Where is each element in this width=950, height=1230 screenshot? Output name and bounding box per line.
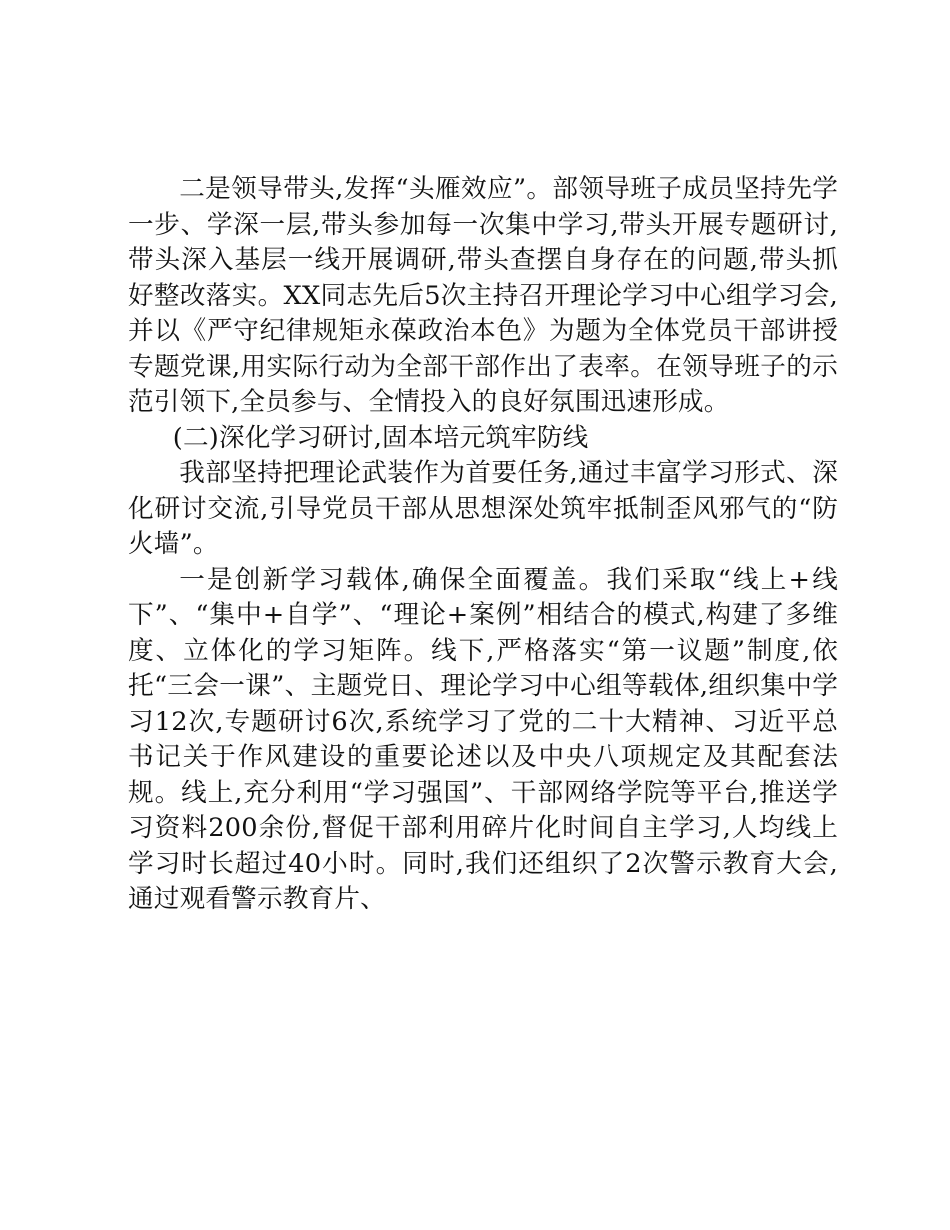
paragraph-leadership: 二是领导带头,发挥“头雁效应”。部领导班子成员坚持先学一步、学深一层,带头参加每一次集中学习,带头开展专题研讨,带头深入基层一线开展调研,带头查摆自身存在的问题,带头抓好整改落实。XX同志先后5次主持召开理论学习中心组学习会,并以《严守纪律规矩永葆政治本色》为题为全体党员干部讲授专题党课,用实际行动为全部干部作出了表率。在领导班子的示范引领下,全员参与、全情投入的良好氛围迅速形成。 xyxy=(128,174,838,417)
document-body xyxy=(128,172,838,918)
paragraph-study-carrier: 一是创新学习载体,确保全面覆盖。我们采取“线上+线下”、“集中+自学”、“理论+案例”相结合的模式,构建了多维度、立体化的学习矩阵。线下,严格落实“第一议题”制度,依托“三会一课”、主题党日、理论学习中心组等载体,组织集中学习12次,专题研讨6次,系统学习了党的二十大精神、习近平总书记关于作风建设的重要论述以及中央八项规定及其配套法规。线上,充分利用“学习强国”、干部网络学院等平台,推送学习资料200余份,督促干部利用碎片化时间自主学习,人均线上学习时长超过40小时。同时,我们还组织了2次警示教育大会,通过观看警示教育片、 xyxy=(128,564,838,914)
paragraph-theory-arming: 我部坚持把理论武装作为首要任务,通过丰富学习形式、深化研讨交流,引导党员干部从思想深处筑牢抵制歪风邪气的“防火墙”。 xyxy=(128,458,838,559)
section-heading-deepen-study: (二)深化学习研讨,固本培元筑牢防线 xyxy=(172,422,589,453)
